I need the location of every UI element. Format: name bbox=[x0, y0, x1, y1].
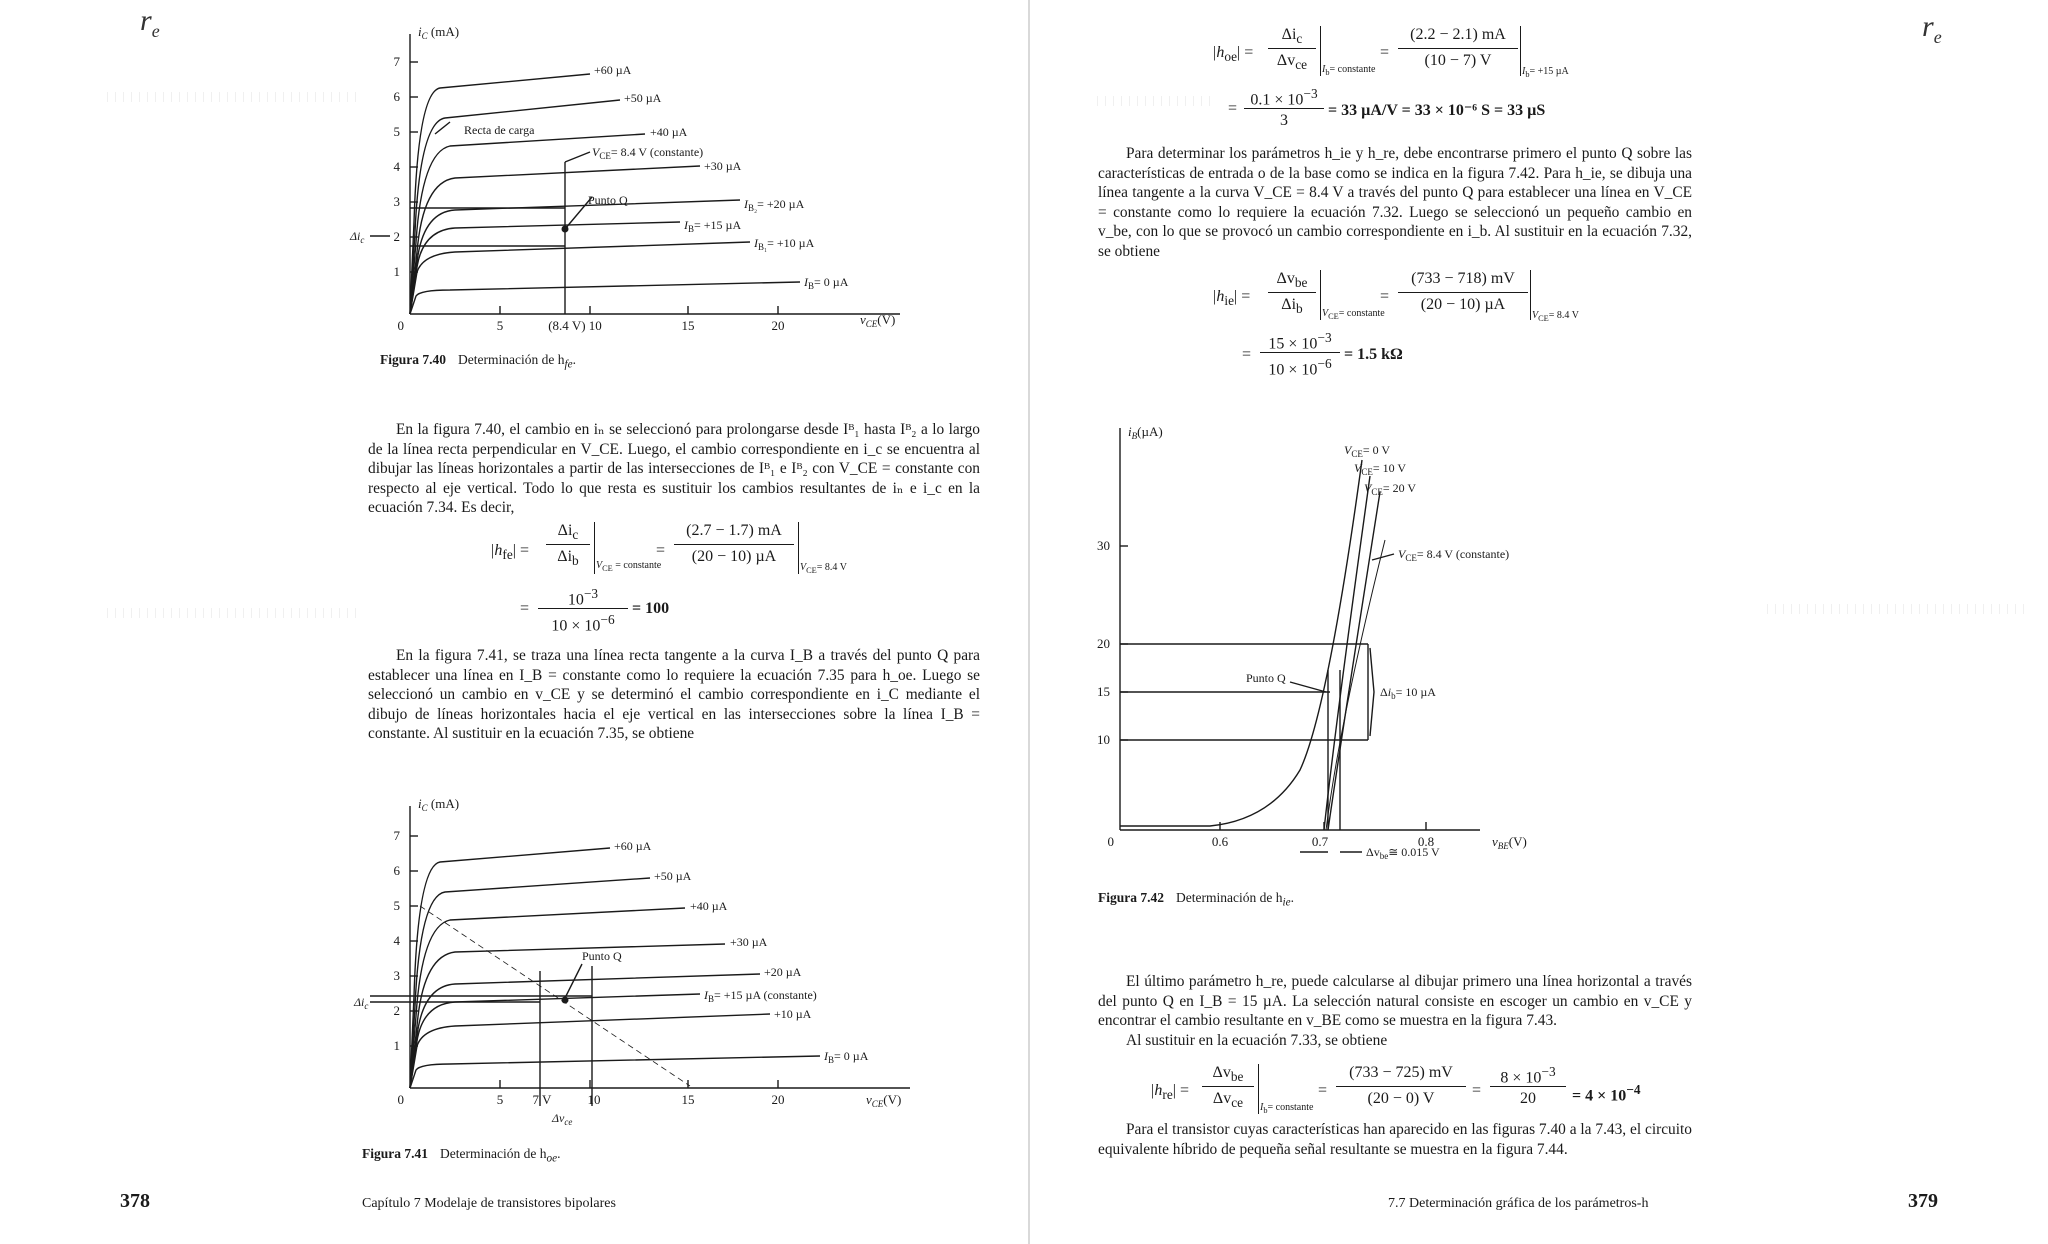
vce-label: $V_{CE}= 8.4$ V (constante) bbox=[1398, 547, 1510, 563]
xtick: 0 bbox=[397, 1092, 404, 1107]
xtick: (8.4 V) 10 bbox=[548, 318, 602, 333]
ytick: 5 bbox=[393, 124, 400, 139]
book-spine bbox=[1028, 0, 1030, 1244]
delta-vbe-label: $\Delta v_{be}≅$ 0.015 V bbox=[1366, 845, 1440, 861]
q-point-label: Punto Q bbox=[1246, 671, 1286, 685]
ytick: 3 bbox=[393, 194, 400, 209]
ytick: 4 bbox=[393, 933, 400, 948]
page-number-right: 379 bbox=[1908, 1190, 1938, 1212]
paragraph-1: En la figura 7.40, el cambio en iₙ se seleccionó para prolongarse desde Iᴮ₁ hasta Iᴮ₂ a lo largo de la línea recta perpendicular en V_CE. Luego, el cambio correspondiente en i_c se encuentra al dibujar las líneas horizontales a partir de las intersecciones de Iᴮ₁ e Iᴮ₂ con V_CE = constante con respecto al eje vertical. Todo lo que resta es sustituir los cambios resultantes de iₙ e i_c en la ecuación 7.34. Es decir, bbox=[368, 421, 980, 517]
figure-7-42 bbox=[1097, 420, 1600, 890]
figure-7-41 bbox=[354, 796, 940, 1127]
corner-mark-right: $r_e$ bbox=[1922, 10, 1942, 47]
curve-label: +40 µA bbox=[690, 899, 728, 913]
xtick: 0.6 bbox=[1211, 834, 1229, 849]
ytick: 10 bbox=[1097, 732, 1110, 747]
q-point-label: Punto Q bbox=[588, 193, 628, 207]
x-axis-label: $v_{BE}(V)$ bbox=[1492, 834, 1527, 851]
ytick: 20 bbox=[1097, 636, 1110, 651]
curve-label: $I_B= +15$ µA bbox=[684, 218, 742, 234]
ytick: 7 bbox=[393, 54, 400, 69]
curve-label: +60 µA bbox=[614, 839, 652, 853]
ytick: 7 bbox=[393, 828, 400, 843]
y-axis-label: $i_C$ (mA) bbox=[418, 796, 460, 813]
corner-mark-left: $r_e$ bbox=[140, 4, 160, 41]
xtick: 7 V bbox=[532, 1092, 552, 1107]
xtick: 5 bbox=[496, 1092, 504, 1107]
figure-7-42-caption: Figura 7.42 Determinación de $h_{ie}$. bbox=[1098, 890, 1294, 909]
y-axis-label: $i_C$ (mA) bbox=[418, 24, 460, 41]
page-number-left: 378 bbox=[120, 1190, 150, 1212]
scan-noise bbox=[1760, 604, 2030, 614]
xtick: 0.7 bbox=[1311, 834, 1329, 849]
scan-noise bbox=[1090, 96, 1210, 106]
ytick: 6 bbox=[393, 89, 400, 104]
curve-label: $I_{B_1}= +10$ µA bbox=[754, 236, 815, 252]
paragraph-2: En la figura 7.41, se traza una línea recta tangente a la curva I_B a través del punto Q para establecer una línea en I_B = constante como lo requiere la ecuación 7.35 para h_oe. Luego se seleccionó un cambio en v_CE y se determinó el cambio correspondiente en i_C mediante el dibujo de líneas horizontales hacia el eje vertical en las intersecciones sobre la línea I_B = constante. Al sustituir en la ecuación 7.35, se obtiene bbox=[368, 647, 980, 743]
ytick: 2 bbox=[393, 229, 400, 244]
delta-vce-label: $\Delta v_{ce}$ bbox=[552, 1111, 573, 1127]
q-point-label: Punto Q bbox=[582, 949, 622, 963]
curve-label: +10 µA bbox=[774, 1007, 812, 1021]
delta-ic-label: $\Delta i_c$ bbox=[354, 995, 369, 1011]
footer-left: Capítulo 7 Modelaje de transistores bipolares bbox=[362, 1196, 616, 1211]
footer-right: 7.7 Determinación gráfica de los parámetros-h bbox=[1388, 1196, 1649, 1211]
x-axis-label: $v_{CE}(V)$ bbox=[860, 312, 896, 329]
xtick: 0 bbox=[1107, 834, 1114, 849]
xtick: 20 bbox=[771, 1092, 785, 1107]
ytick: 3 bbox=[393, 968, 400, 983]
curve-label: +20 µA bbox=[764, 965, 802, 979]
xtick: 15 bbox=[681, 318, 695, 333]
ytick: 6 bbox=[393, 863, 400, 878]
vce-constant-label: $V_{CE}= 8.4$ V (constante) bbox=[592, 145, 704, 161]
delta-ib-label: $\Delta i_b= 10$ µA bbox=[1380, 685, 1436, 701]
figure-7-41-caption: Figura 7.41 Determinación de $h_{oe}$. bbox=[362, 1146, 561, 1165]
ytick: 30 bbox=[1097, 538, 1110, 553]
vce-label: $V_{CE}= 10$ V bbox=[1354, 461, 1407, 477]
y-axis-label: $i_B(\mu A)$ bbox=[1128, 424, 1163, 441]
xtick: 15 bbox=[681, 1092, 695, 1107]
vce-label: $V_{CE}= 0$ V bbox=[1344, 443, 1391, 459]
curve-label: +30 µA bbox=[730, 935, 768, 949]
x-axis-label: $v_{CE}(V)$ bbox=[866, 1092, 902, 1109]
ytick: 1 bbox=[393, 264, 400, 279]
xtick: 0.8 bbox=[1417, 834, 1435, 849]
curve-label: +30 µA bbox=[704, 159, 742, 173]
xtick: 10 bbox=[587, 1092, 601, 1107]
xtick: 0 bbox=[397, 318, 404, 333]
load-line-label: Recta de carga bbox=[464, 123, 535, 137]
ytick: 1 bbox=[393, 1038, 400, 1053]
curve-label: +60 µA bbox=[594, 63, 632, 77]
scan-noise bbox=[100, 608, 360, 618]
curve-label: $I_B= 0$ µA bbox=[824, 1049, 869, 1065]
xtick: 5 bbox=[496, 318, 504, 333]
paragraph-3: Para determinar los parámetros h_ie y h_re, debe encontrarse primero el punto Q sobre las características de entrada o de la base como se indica en la figura 7.42. Para h_ie, se dibuja una línea tangente a la curva V_CE = 8.4 V a través del punto Q para establecer una línea en V_CE = constante como lo requiere la ecuación 7.32. Luego se seleccionó un pequeño cambio en v_be, con lo que se provocó un cambio correspondiente en i_b. Al sustituir en la ecuación 7.32, se obtiene bbox=[1098, 145, 1692, 260]
ytick: 15 bbox=[1097, 684, 1110, 699]
ytick: 4 bbox=[393, 159, 400, 174]
paragraph-5: Para el transistor cuyas características han aparecido en las figuras 7.40 a la 7.43, el circuito equivalente híbrido de pequeña señal resultante se muestra en la figura 7.44. bbox=[1098, 1121, 1692, 1158]
curve-label: $I_{B_2}= +20$ µA bbox=[744, 197, 805, 213]
vce-label: $V_{CE}= 20$ V bbox=[1364, 481, 1417, 497]
paragraph-4: El último parámetro h_re, puede calcularse al dibujar primero una línea horizontal a través del punto Q en I_B = 15 µA. La selección natural consiste en escoger un cambio en v_CE y encontrar el cambio resultante en v_BE como se muestra en la figura 7.43. Al sustituir en la ecuación 7.33, se obtiene bbox=[1098, 973, 1692, 1049]
xtick: 20 bbox=[771, 318, 785, 333]
curve-label: +40 µA bbox=[650, 125, 688, 139]
figure-7-40 bbox=[350, 22, 920, 342]
delta-ic-label: $\Delta i_c$ bbox=[350, 229, 365, 245]
scan-noise bbox=[100, 92, 360, 102]
curve-label: $I_B= +15$ µA (constante) bbox=[704, 988, 817, 1004]
ytick: 5 bbox=[393, 898, 400, 913]
curve-label: +50 µA bbox=[624, 91, 662, 105]
ytick: 2 bbox=[393, 1003, 400, 1018]
figure-7-40-caption: Figura 7.40 Determinación de $h_{fe}$. bbox=[380, 352, 576, 371]
curve-label: +50 µA bbox=[654, 869, 692, 883]
curve-label: $I_B= 0$ µA bbox=[804, 275, 849, 291]
